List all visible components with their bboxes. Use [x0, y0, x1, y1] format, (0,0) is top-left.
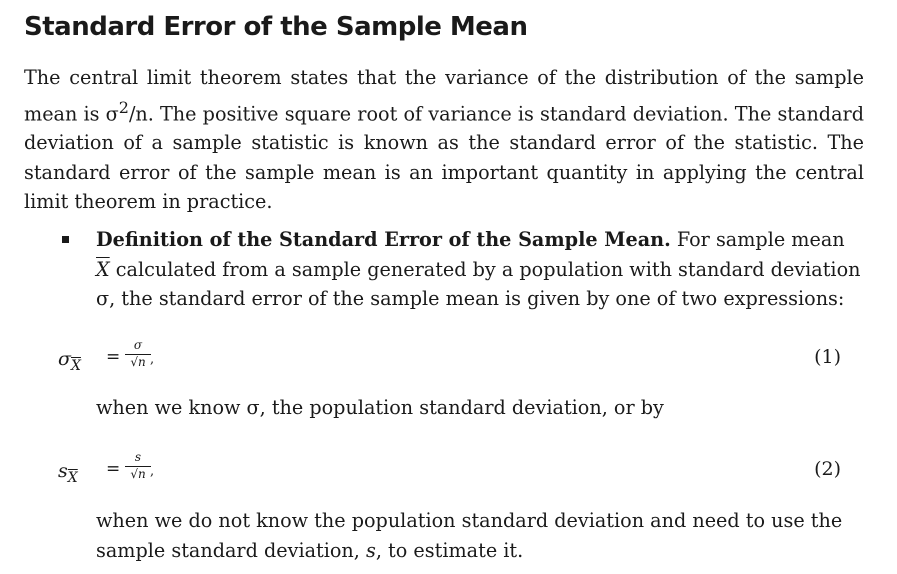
equation-2-comma: ,: [150, 464, 155, 479]
definition-text-1: For sample mean: [670, 228, 845, 251]
closing-paragraph: [96, 506, 856, 565]
equation-1-numerator: σ: [133, 338, 143, 352]
definition-bullet: [96, 225, 861, 314]
equation-1-denominator: √n: [130, 355, 146, 369]
bullet-square-icon: [62, 236, 69, 243]
section-title: Standard Error of the Sample Mean: [24, 12, 528, 42]
equation-2-number: (2): [814, 458, 841, 480]
equation-1-number: (1): [814, 346, 841, 368]
closing-text-2: , to estimate it.: [375, 538, 524, 562]
equation-1-equals: =: [106, 347, 121, 367]
equation-2-denominator: √n: [130, 467, 146, 481]
closing-text-1: when we do not know the population standard deviation and need to use the sample standard deviation,: [96, 509, 843, 562]
equation-1-comma: ,: [150, 352, 155, 367]
equation-1-subscript: X: [70, 357, 81, 374]
equation-1-fraction: [123, 339, 153, 369]
sample-mean-symbol: $\overline{X}$: [96, 257, 110, 281]
equation-2-subscript: X: [67, 469, 78, 486]
intro-paragraph: [24, 63, 864, 217]
intro-text-1: The central limit theorem states that the variance of the distribution of the sample mean is σ: [24, 66, 864, 125]
equation-1-lhs: $\sigma_{\overline{X}}$: [58, 348, 81, 374]
equation-1: [0, 340, 897, 380]
intro-text-2: /n. The positive square root of variance is standard deviation. The standard deviation of a sample statistic is known as the standard error of the statistic. The standard error of the sample mean is an important quantity in applying the central limit theorem in practice.: [24, 101, 864, 214]
between-text: when we know σ, the population standard deviation, or by: [96, 396, 664, 419]
equation-2-equals: =: [106, 459, 121, 479]
equation-2-numerator: s: [134, 450, 142, 464]
definition-text-2: calculated from a sample generated by a population with standard deviation σ, the standard error of the sample mean is given by one of two expressions:: [96, 257, 861, 310]
equation-2-fraction: [123, 451, 153, 481]
intro-superscript: 2: [118, 97, 129, 117]
definition-heading: Definition of the Standard Error of the Sample Mean.: [96, 228, 671, 251]
equation-2-lhs: $s_{\overline{X}}$: [58, 460, 78, 486]
closing-italic-s: s: [366, 538, 376, 562]
equation-2: [0, 452, 897, 492]
